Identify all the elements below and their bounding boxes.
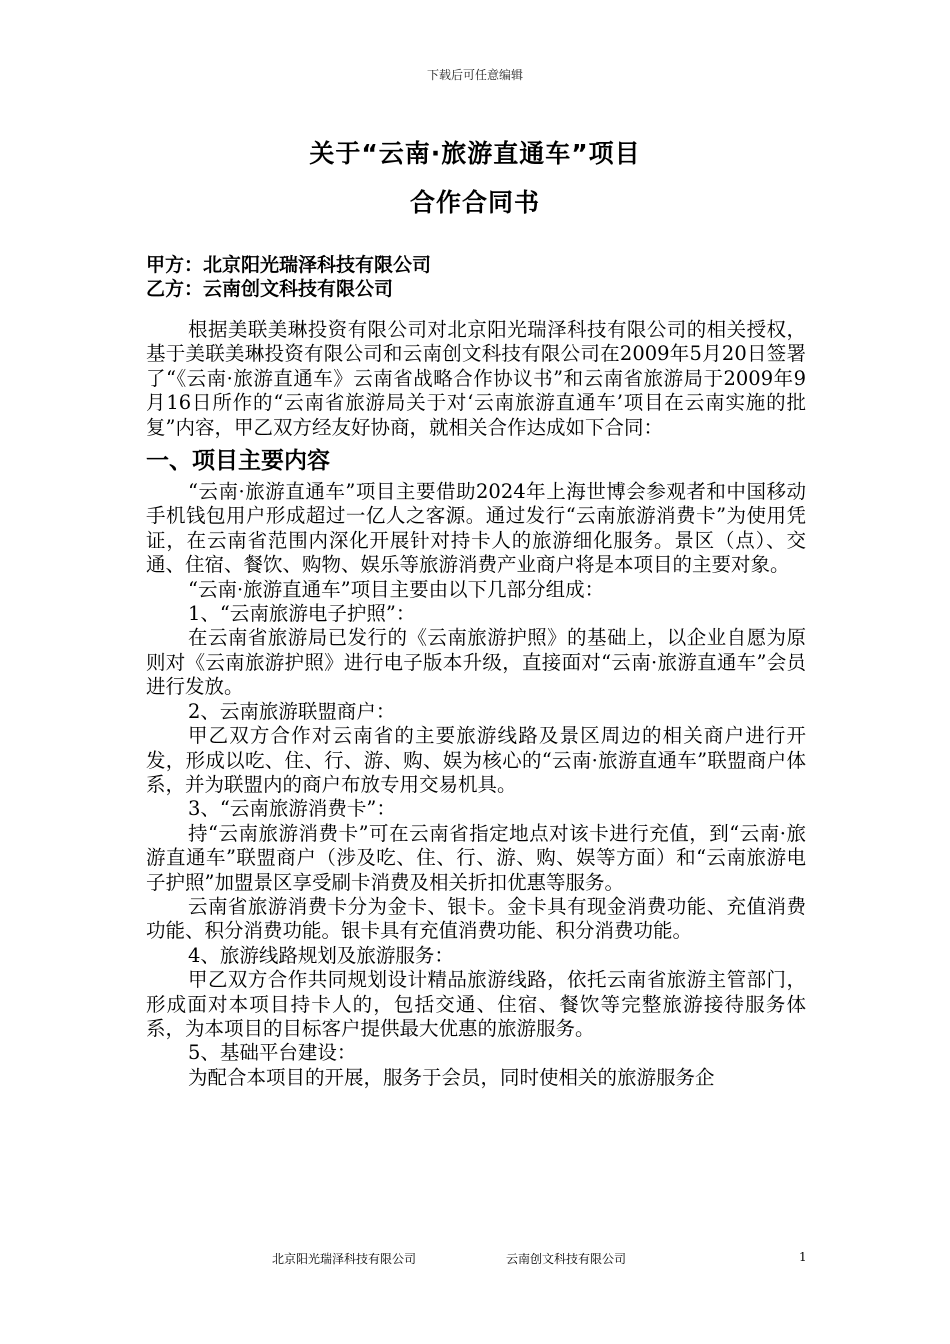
- item-title: 2、云南旅游联盟商户：: [188, 699, 396, 723]
- item-body: 为配合本项目的开展，服务于会员，同时使相关的旅游服务企: [188, 1065, 715, 1089]
- contract-body: [146, 318, 806, 1090]
- item-title: 4、旅游线路规划及旅游服务：: [188, 943, 454, 967]
- page-number: 1: [799, 1250, 807, 1264]
- party-a: 甲方：北京阳光瑞泽科技有限公司: [146, 254, 432, 276]
- party-b: 乙方：云南创文科技有限公司: [146, 278, 394, 300]
- header-note: 下载后可任意编辑: [426, 68, 523, 82]
- paragraph: “云南·旅游直通车”项目主要由以下几部分组成：: [188, 577, 605, 601]
- item-body: 在云南省旅游局已发行的《云南旅游护照》的基础上，以企业自愿为原则对《云南旅游护照》进行电子版本升级，直接面对“云南·旅游直通车”会员进行发放。: [146, 626, 806, 699]
- document-subtitle: 合作合同书: [409, 188, 540, 217]
- item-title: 5、基础平台建设：: [188, 1041, 357, 1065]
- footer-party-b: 云南创文科技有限公司: [506, 1252, 627, 1266]
- intro-paragraph: 根据美联美琳投资有限公司对北京阳光瑞泽科技有限公司的相关授权，基于美联美琳投资有限公司和云南创文科技有限公司在2009年5月20日签署了“《云南·旅游直通车》云南省战略合作协议书”和云南省旅游局于2009年9月16日所作的“云南省旅游局关于对‘云南旅游直通车’项目在云南实施的批复”内容，甲乙双方经友好协商，就相关合作达成如下合同：: [146, 318, 806, 439]
- footer-party-a: 北京阳光瑞泽科技有限公司: [272, 1252, 417, 1266]
- paragraph: “云南·旅游直通车”项目主要借助2024年上海世博会参观者和中国移动手机钱包用户形成超过一亿人之客源。通过发行“云南旅游消费卡”为使用凭证，在云南省范围内深化开展针对持卡人的旅游细化服务。景区（点）、交通、住宿、餐饮、购物、娱乐等旅游消费产业商户将是本项目的主要对象。: [146, 480, 806, 577]
- item-body: 持“云南旅游消费卡”可在云南省指定地点对该卡进行充值，到“云南·旅游直通车”联盟商户（涉及吃、住、行、游、购、娱等方面）和“云南旅游电子护照”加盟景区享受刷卡消费及相关折扣优惠等服务。: [146, 821, 806, 894]
- item-body: 甲乙双方合作对云南省的主要旅游线路及景区周边的相关商户进行开发，形成以吃、住、行、游、购、娱为核心的“云南·旅游直通车”联盟商户体系，并为联盟内的商户布放专用交易机具。: [146, 724, 806, 796]
- document-title: 关于“云南·旅游直通车”项目: [309, 139, 641, 168]
- item-title: 3、“云南旅游消费卡”：: [188, 797, 396, 821]
- item-body: 云南省旅游消费卡分为金卡、银卡。金卡具有现金消费功能、充值消费功能、积分消费功能。银卡具有充值消费功能、积分消费功能。: [146, 894, 806, 943]
- item-body: 甲乙双方合作共同规划设计精品旅游线路，依托云南省旅游主管部门，形成面对本项目持卡人的，包括交通、住宿、餐饮等完整旅游接待服务体系，为本项目的目标客户提供最大优惠的旅游服务。: [146, 968, 806, 1040]
- item-title: 1、“云南旅游电子护照”：: [188, 602, 416, 626]
- section-heading: 一、项目主要内容: [146, 448, 330, 475]
